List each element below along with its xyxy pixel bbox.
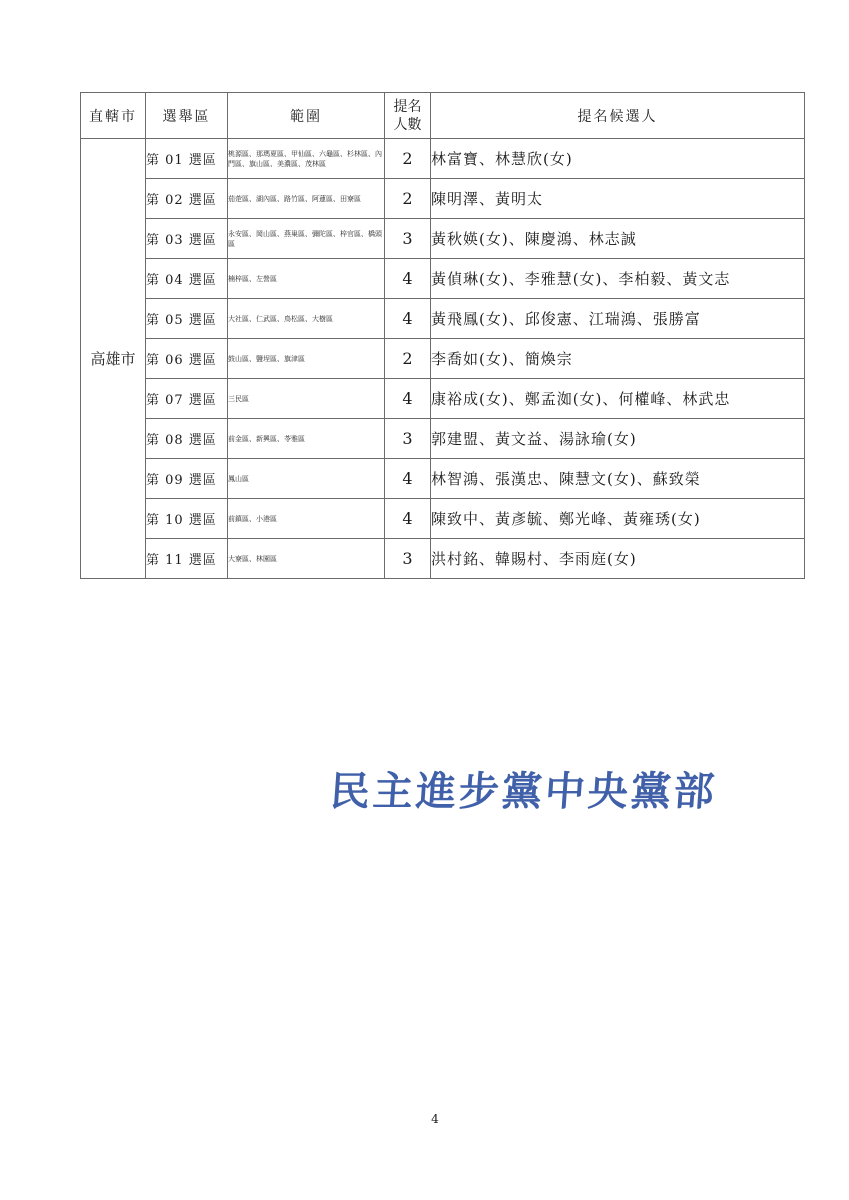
district-cell: 第 08 選區 <box>146 419 228 459</box>
page-number: 4 <box>431 1112 439 1126</box>
candidates-cell: 林富寶、林慧欣(女) <box>431 139 805 179</box>
area-cell: 桃源區、那瑪夏區、甲仙區、六龜區、杉林區、內門區、旗山區、美濃區、茂林區 <box>228 139 385 179</box>
table-row <box>81 419 805 459</box>
district-cell: 第 06 選區 <box>146 339 228 379</box>
header-area: 範圍 <box>228 93 385 139</box>
candidates-cell: 陳明澤、黃明太 <box>431 179 805 219</box>
table-row <box>81 179 805 219</box>
table-body <box>81 139 805 579</box>
area-cell: 前鎮區、小港區 <box>228 499 385 539</box>
seats-cell: 4 <box>385 259 431 299</box>
header-candidates: 提名候選人 <box>431 93 805 139</box>
candidates-cell: 林智鴻、張漢忠、陳慧文(女)、蘇致榮 <box>431 459 805 499</box>
candidates-cell: 康裕成(女)、鄭孟洳(女)、何權峰、林武忠 <box>431 379 805 419</box>
header-row <box>81 93 805 139</box>
district-cell: 第 07 選區 <box>146 379 228 419</box>
candidates-cell: 郭建盟、黃文益、湯詠瑜(女) <box>431 419 805 459</box>
seats-cell: 2 <box>385 179 431 219</box>
area-cell: 鼓山區、鹽埕區、旗津區 <box>228 339 385 379</box>
area-cell: 大寮區、林園區 <box>228 539 385 579</box>
nominee-table <box>80 92 805 579</box>
candidates-cell: 黃秋媖(女)、陳慶鴻、林志誠 <box>431 219 805 259</box>
seats-cell: 3 <box>385 419 431 459</box>
table-row <box>81 499 805 539</box>
header-city: 直轄市 <box>81 93 146 139</box>
area-cell: 前金區、新興區、苓雅區 <box>228 419 385 459</box>
table-row <box>81 459 805 499</box>
party-seal-stamp: 民主進步黨中央黨部 <box>328 769 719 815</box>
district-cell: 第 02 選區 <box>146 179 228 219</box>
area-cell: 大社區、仁武區、鳥松區、大樹區 <box>228 299 385 339</box>
table-row <box>81 379 805 419</box>
seats-cell: 3 <box>385 539 431 579</box>
header-seats <box>385 93 431 139</box>
seats-cell: 2 <box>385 139 431 179</box>
seats-cell: 4 <box>385 299 431 339</box>
table-row <box>81 139 805 179</box>
header-seats-line2: 人數 <box>393 116 422 133</box>
candidates-cell: 黃飛鳳(女)、邱俊憲、江瑞鴻、張勝富 <box>431 299 805 339</box>
header-seats-line1: 提名 <box>393 98 422 115</box>
area-cell: 茄萣區、湖內區、路竹區、阿蓮區、田寮區 <box>228 179 385 219</box>
table-row <box>81 539 805 579</box>
table-row <box>81 339 805 379</box>
seats-cell: 3 <box>385 219 431 259</box>
district-cell: 第 09 選區 <box>146 459 228 499</box>
seats-cell: 4 <box>385 379 431 419</box>
candidates-cell: 陳致中、黃彥毓、鄭光峰、黃雍琇(女) <box>431 499 805 539</box>
table-row <box>81 259 805 299</box>
area-cell: 鳳山區 <box>228 459 385 499</box>
candidates-cell: 李喬如(女)、簡煥宗 <box>431 339 805 379</box>
candidates-cell: 洪村銘、韓賜村、李雨庭(女) <box>431 539 805 579</box>
table-row <box>81 299 805 339</box>
district-cell: 第 01 選區 <box>146 139 228 179</box>
seats-cell: 4 <box>385 459 431 499</box>
seats-cell: 2 <box>385 339 431 379</box>
district-cell: 第 11 選區 <box>146 539 228 579</box>
area-cell: 楠梓區、左營區 <box>228 259 385 299</box>
district-cell: 第 04 選區 <box>146 259 228 299</box>
table-header <box>81 93 805 139</box>
area-cell: 三民區 <box>228 379 385 419</box>
district-cell: 第 03 選區 <box>146 219 228 259</box>
table-row <box>81 219 805 259</box>
district-cell: 第 05 選區 <box>146 299 228 339</box>
candidates-cell: 黃偵琳(女)、李雅慧(女)、李柏毅、黃文志 <box>431 259 805 299</box>
seats-cell: 4 <box>385 499 431 539</box>
district-cell: 第 10 選區 <box>146 499 228 539</box>
area-cell: 永安區、岡山區、燕巢區、彌陀區、梓官區、橋頭區 <box>228 219 385 259</box>
header-district: 選舉區 <box>146 93 228 139</box>
city-cell: 高雄市 <box>81 139 146 579</box>
